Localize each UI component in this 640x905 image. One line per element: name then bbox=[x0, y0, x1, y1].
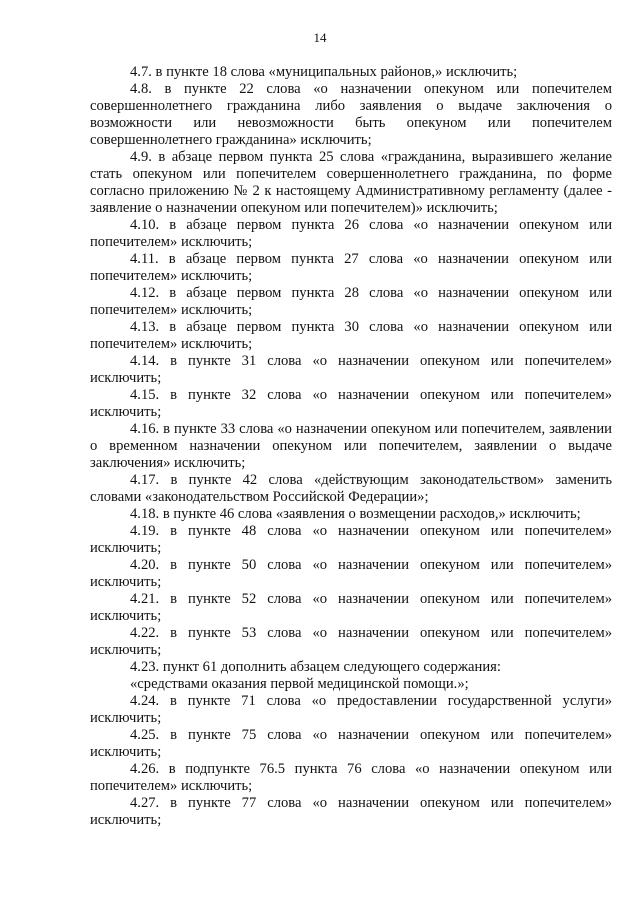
paragraph-4-12: 4.12. в абзаце первом пункта 28 слова «о назначении опекуном или попечителем» исключить; bbox=[90, 285, 612, 318]
paragraph-4-10: 4.10. в абзаце первом пункта 26 слова «о назначении опекуном или попечителем» исключить; bbox=[90, 217, 612, 250]
paragraph-4-16: 4.16. в пункте 33 слова «о назначении опекуном или попечителем, заявлении о временном назначении опекуном или попечителем, заявлении о выдаче заключения» исключить; bbox=[90, 421, 612, 471]
paragraph-4-15: 4.15. в пункте 32 слова «о назначении опекуном или попечителем» исключить; bbox=[90, 387, 612, 420]
paragraph-4-21: 4.21. в пункте 52 слова «о назначении опекуном или попечителем» исключить; bbox=[90, 591, 612, 624]
paragraph-4-8: 4.8. в пункте 22 слова «о назначении опекуном или попечителем совершеннолетнего гражданина либо заявления о выдаче заключения о возможности или невозможности быть опекуном или попечителем совершеннолетнего гражданина» исключить; bbox=[90, 81, 612, 148]
paragraph-4-26: 4.26. в подпункте 76.5 пункта 76 слова «о назначении опекуном или попечителем» исключить; bbox=[90, 761, 612, 794]
paragraph-4-13: 4.13. в абзаце первом пункта 30 слова «о назначении опекуном или попечителем» исключить; bbox=[90, 319, 612, 352]
paragraph-4-11: 4.11. в абзаце первом пункта 27 слова «о назначении опекуном или попечителем» исключить; bbox=[90, 251, 612, 284]
paragraph-4-23: 4.23. пункт 61 дополнить абзацем следующего содержания: bbox=[130, 659, 501, 675]
paragraph-4-18: 4.18. в пункте 46 слова «заявления о возмещении расходов,» исключить; bbox=[130, 506, 581, 522]
paragraph-4-24: 4.24. в пункте 71 слова «о предоставлении государственной услуги» исключить; bbox=[90, 693, 612, 726]
paragraph-4-27: 4.27. в пункте 77 слова «о назначении опекуном или попечителем» исключить; bbox=[90, 795, 612, 828]
paragraph-4-9: 4.9. в абзаце первом пункта 25 слова «гражданина, выразившего желание стать опекуном или попечителем совершеннолетнего гражданина, по форме согласно приложению № 2 к настоящему Административному регламенту (далее - заявление о назначении опекуном или попечителем)» исключить; bbox=[90, 149, 612, 216]
paragraph-4-22: 4.22. в пункте 53 слова «о назначении опекуном или попечителем» исключить; bbox=[90, 625, 612, 658]
document-body bbox=[90, 64, 612, 829]
paragraph-4-7: 4.7. в пункте 18 слова «муниципальных районов,» исключить; bbox=[130, 64, 518, 80]
paragraph-4-17: 4.17. в пункте 42 слова «действующим законодательством» заменить словами «законодательством Российской Федерации»; bbox=[90, 472, 612, 505]
paragraph-4-25: 4.25. в пункте 75 слова «о назначении опекуном или попечителем» исключить; bbox=[90, 727, 612, 760]
paragraph-4-14: 4.14. в пункте 31 слова «о назначении опекуном или попечителем» исключить; bbox=[90, 353, 612, 386]
page-number: 14 bbox=[313, 30, 327, 45]
paragraph-4-19: 4.19. в пункте 48 слова «о назначении опекуном или попечителем» исключить; bbox=[90, 523, 612, 556]
paragraph-4-20: 4.20. в пункте 50 слова «о назначении опекуном или попечителем» исключить; bbox=[90, 557, 612, 590]
paragraph-4-23-quote: «средствами оказания первой медицинской помощи.»; bbox=[130, 676, 469, 692]
